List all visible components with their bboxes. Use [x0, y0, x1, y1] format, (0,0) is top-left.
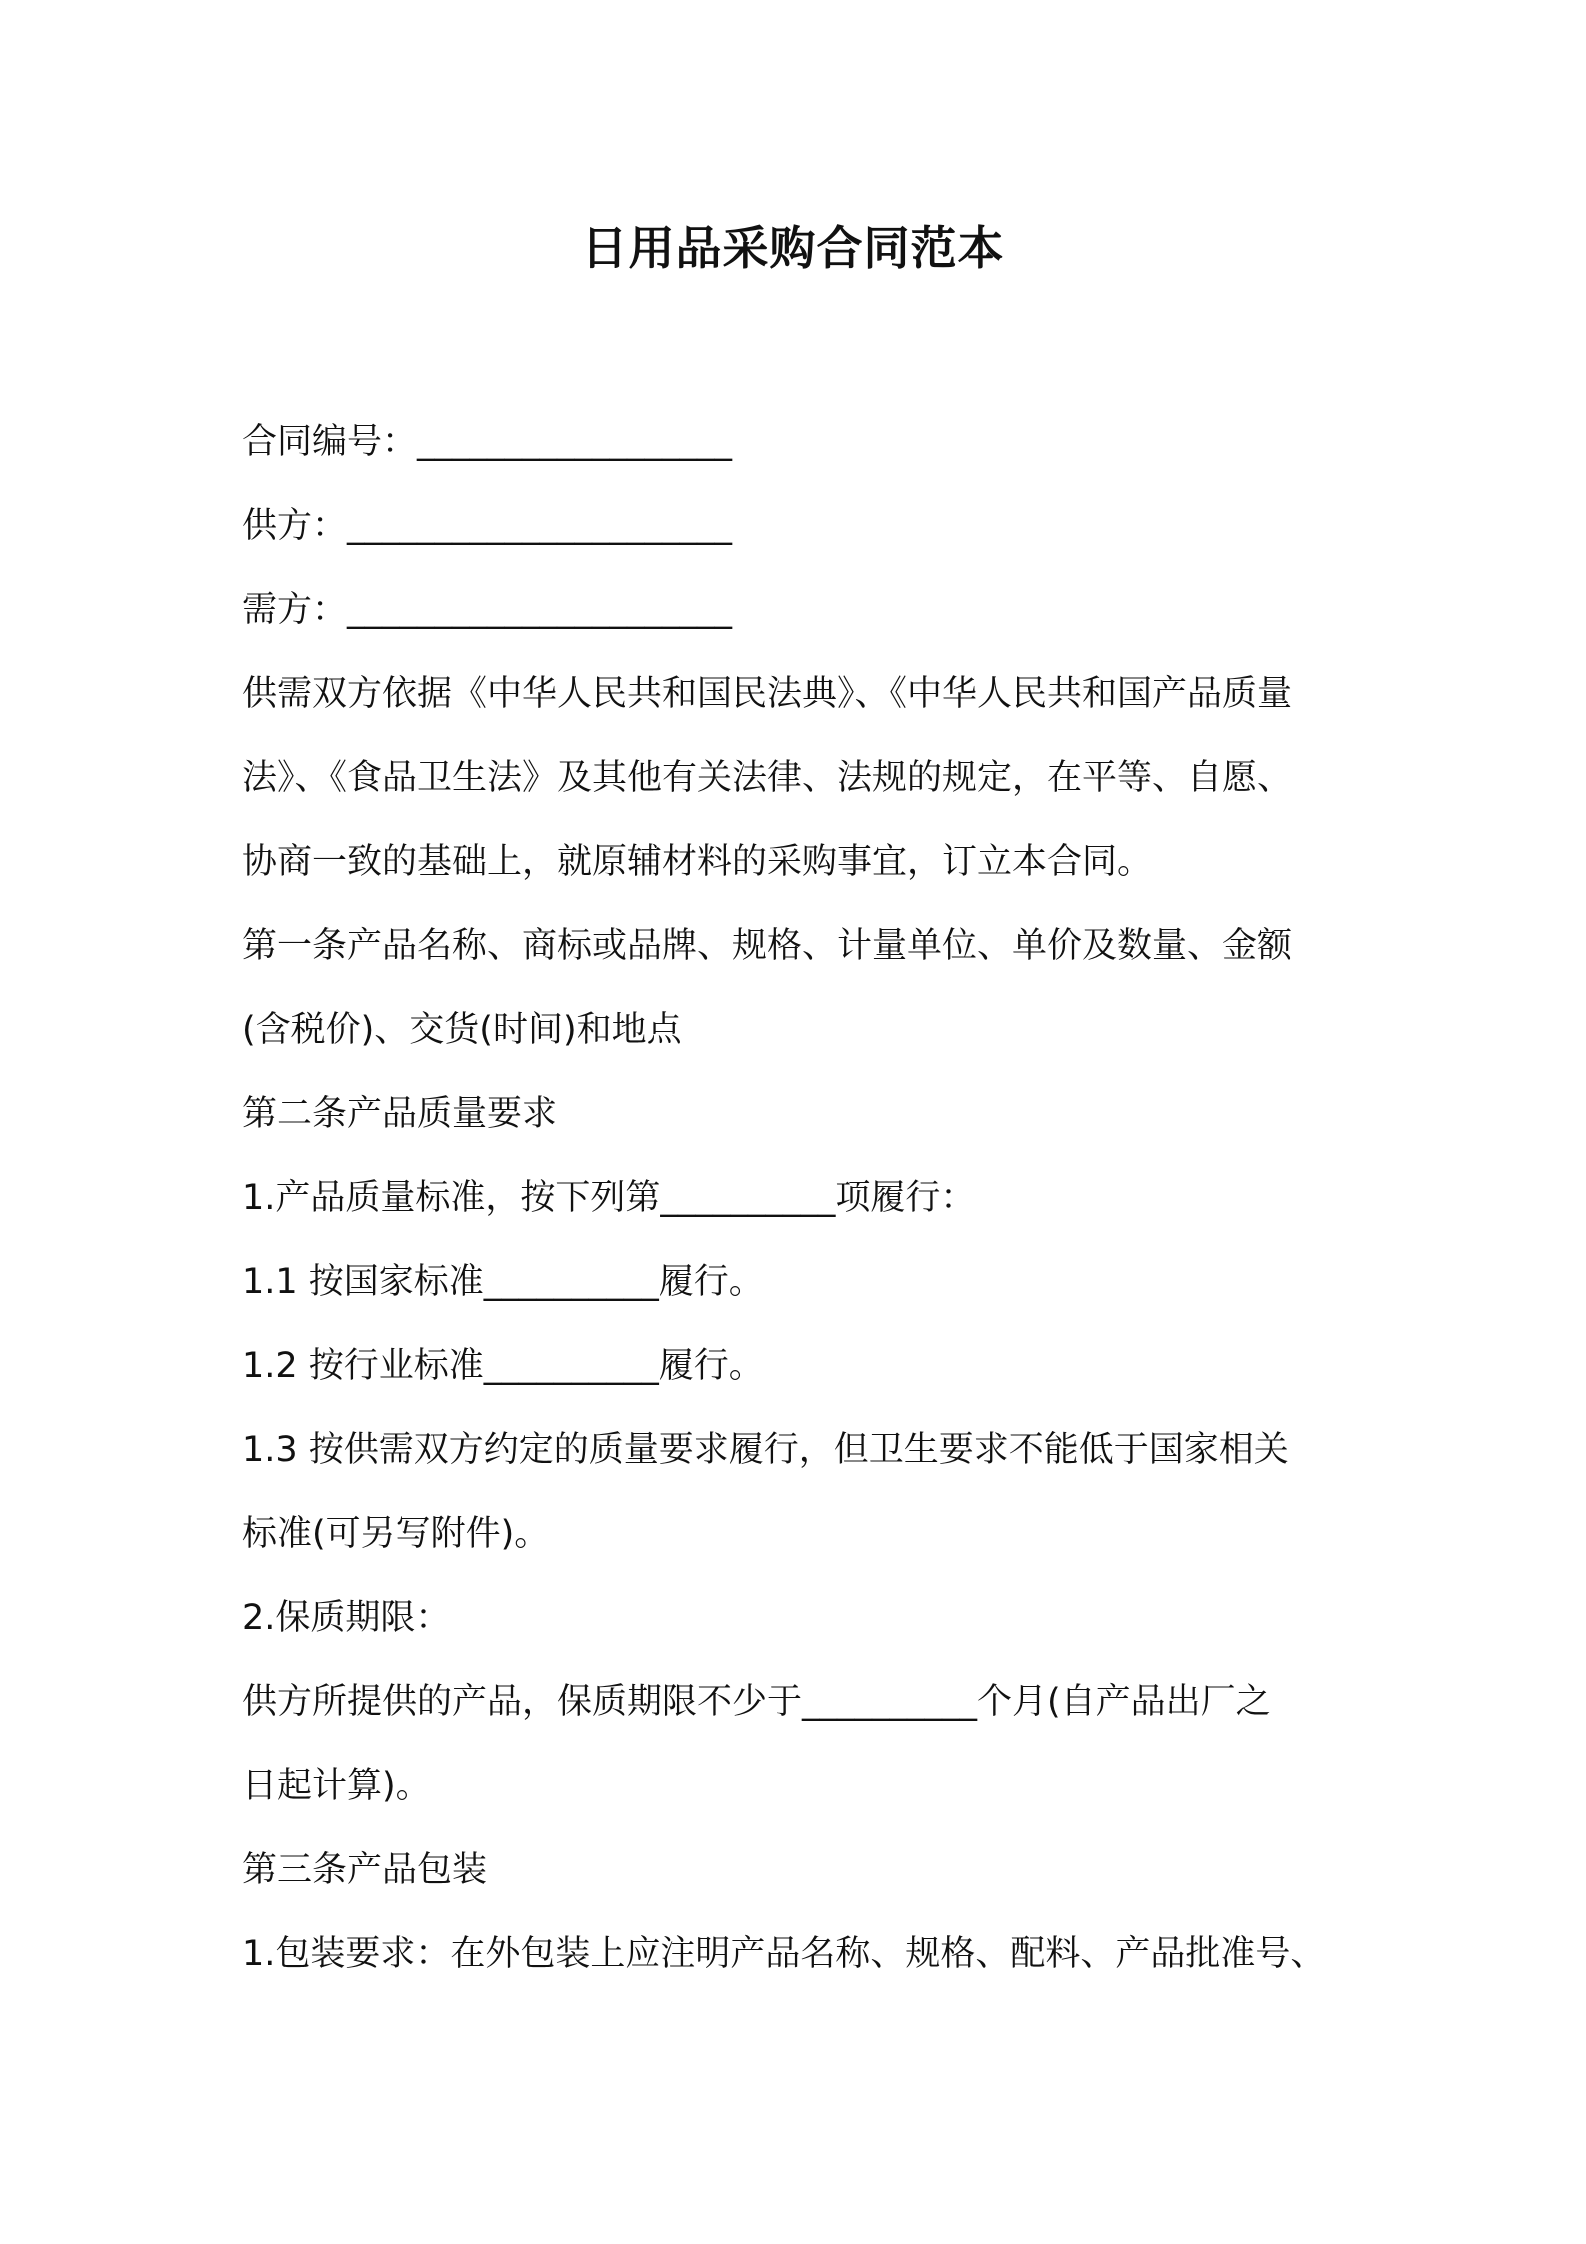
preamble-line: 法》、《食品卫生法》及其他有关法律、法规的规定，在平等、自愿、 — [242, 758, 1293, 798]
clause-line: 1.2 按行业标准__________履行。 — [242, 1346, 764, 1386]
document-title: 日用品采购合同范本 — [581, 221, 1005, 275]
supplier-line: 供方：______________________ — [242, 506, 733, 546]
clause-line: 1.包装要求：在外包装上应注明产品名称、规格、配料、产品批准号、 — [242, 1934, 1326, 1974]
document-body — [242, 400, 1352, 1996]
clause-line: 1.1 按国家标准__________履行。 — [242, 1262, 764, 1302]
clause-line: 1.3 按供需双方约定的质量要求履行，但卫生要求不能低于国家相关 — [242, 1430, 1289, 1470]
contract-number-line: 合同编号：__________________ — [242, 422, 733, 462]
article-heading: 第三条产品包装 — [242, 1850, 488, 1890]
clause-line: 供方所提供的产品，保质期限不少于__________个月(自产品出厂之 — [242, 1682, 1271, 1722]
preamble-line: 供需双方依据《中华人民共和国民法典》、《中华人民共和国产品质量 — [242, 674, 1293, 714]
clause-line: 2.保质期限： — [242, 1598, 451, 1638]
article-heading: 第一条产品名称、商标或品牌、规格、计量单位、单价及数量、金额 — [242, 926, 1293, 966]
clause-line: 1.产品质量标准，按下列第__________项履行： — [242, 1178, 976, 1218]
article-heading: (含税价)、交货(时间)和地点 — [242, 1010, 682, 1050]
clause-line: 标准(可另写附件)。 — [242, 1514, 550, 1554]
preamble-line: 协商一致的基础上，就原辅材料的采购事宜，订立本合同。 — [242, 842, 1153, 882]
clause-line: 日起计算)。 — [242, 1766, 431, 1806]
article-heading: 第二条产品质量要求 — [242, 1094, 558, 1134]
buyer-line: 需方：______________________ — [242, 590, 733, 630]
